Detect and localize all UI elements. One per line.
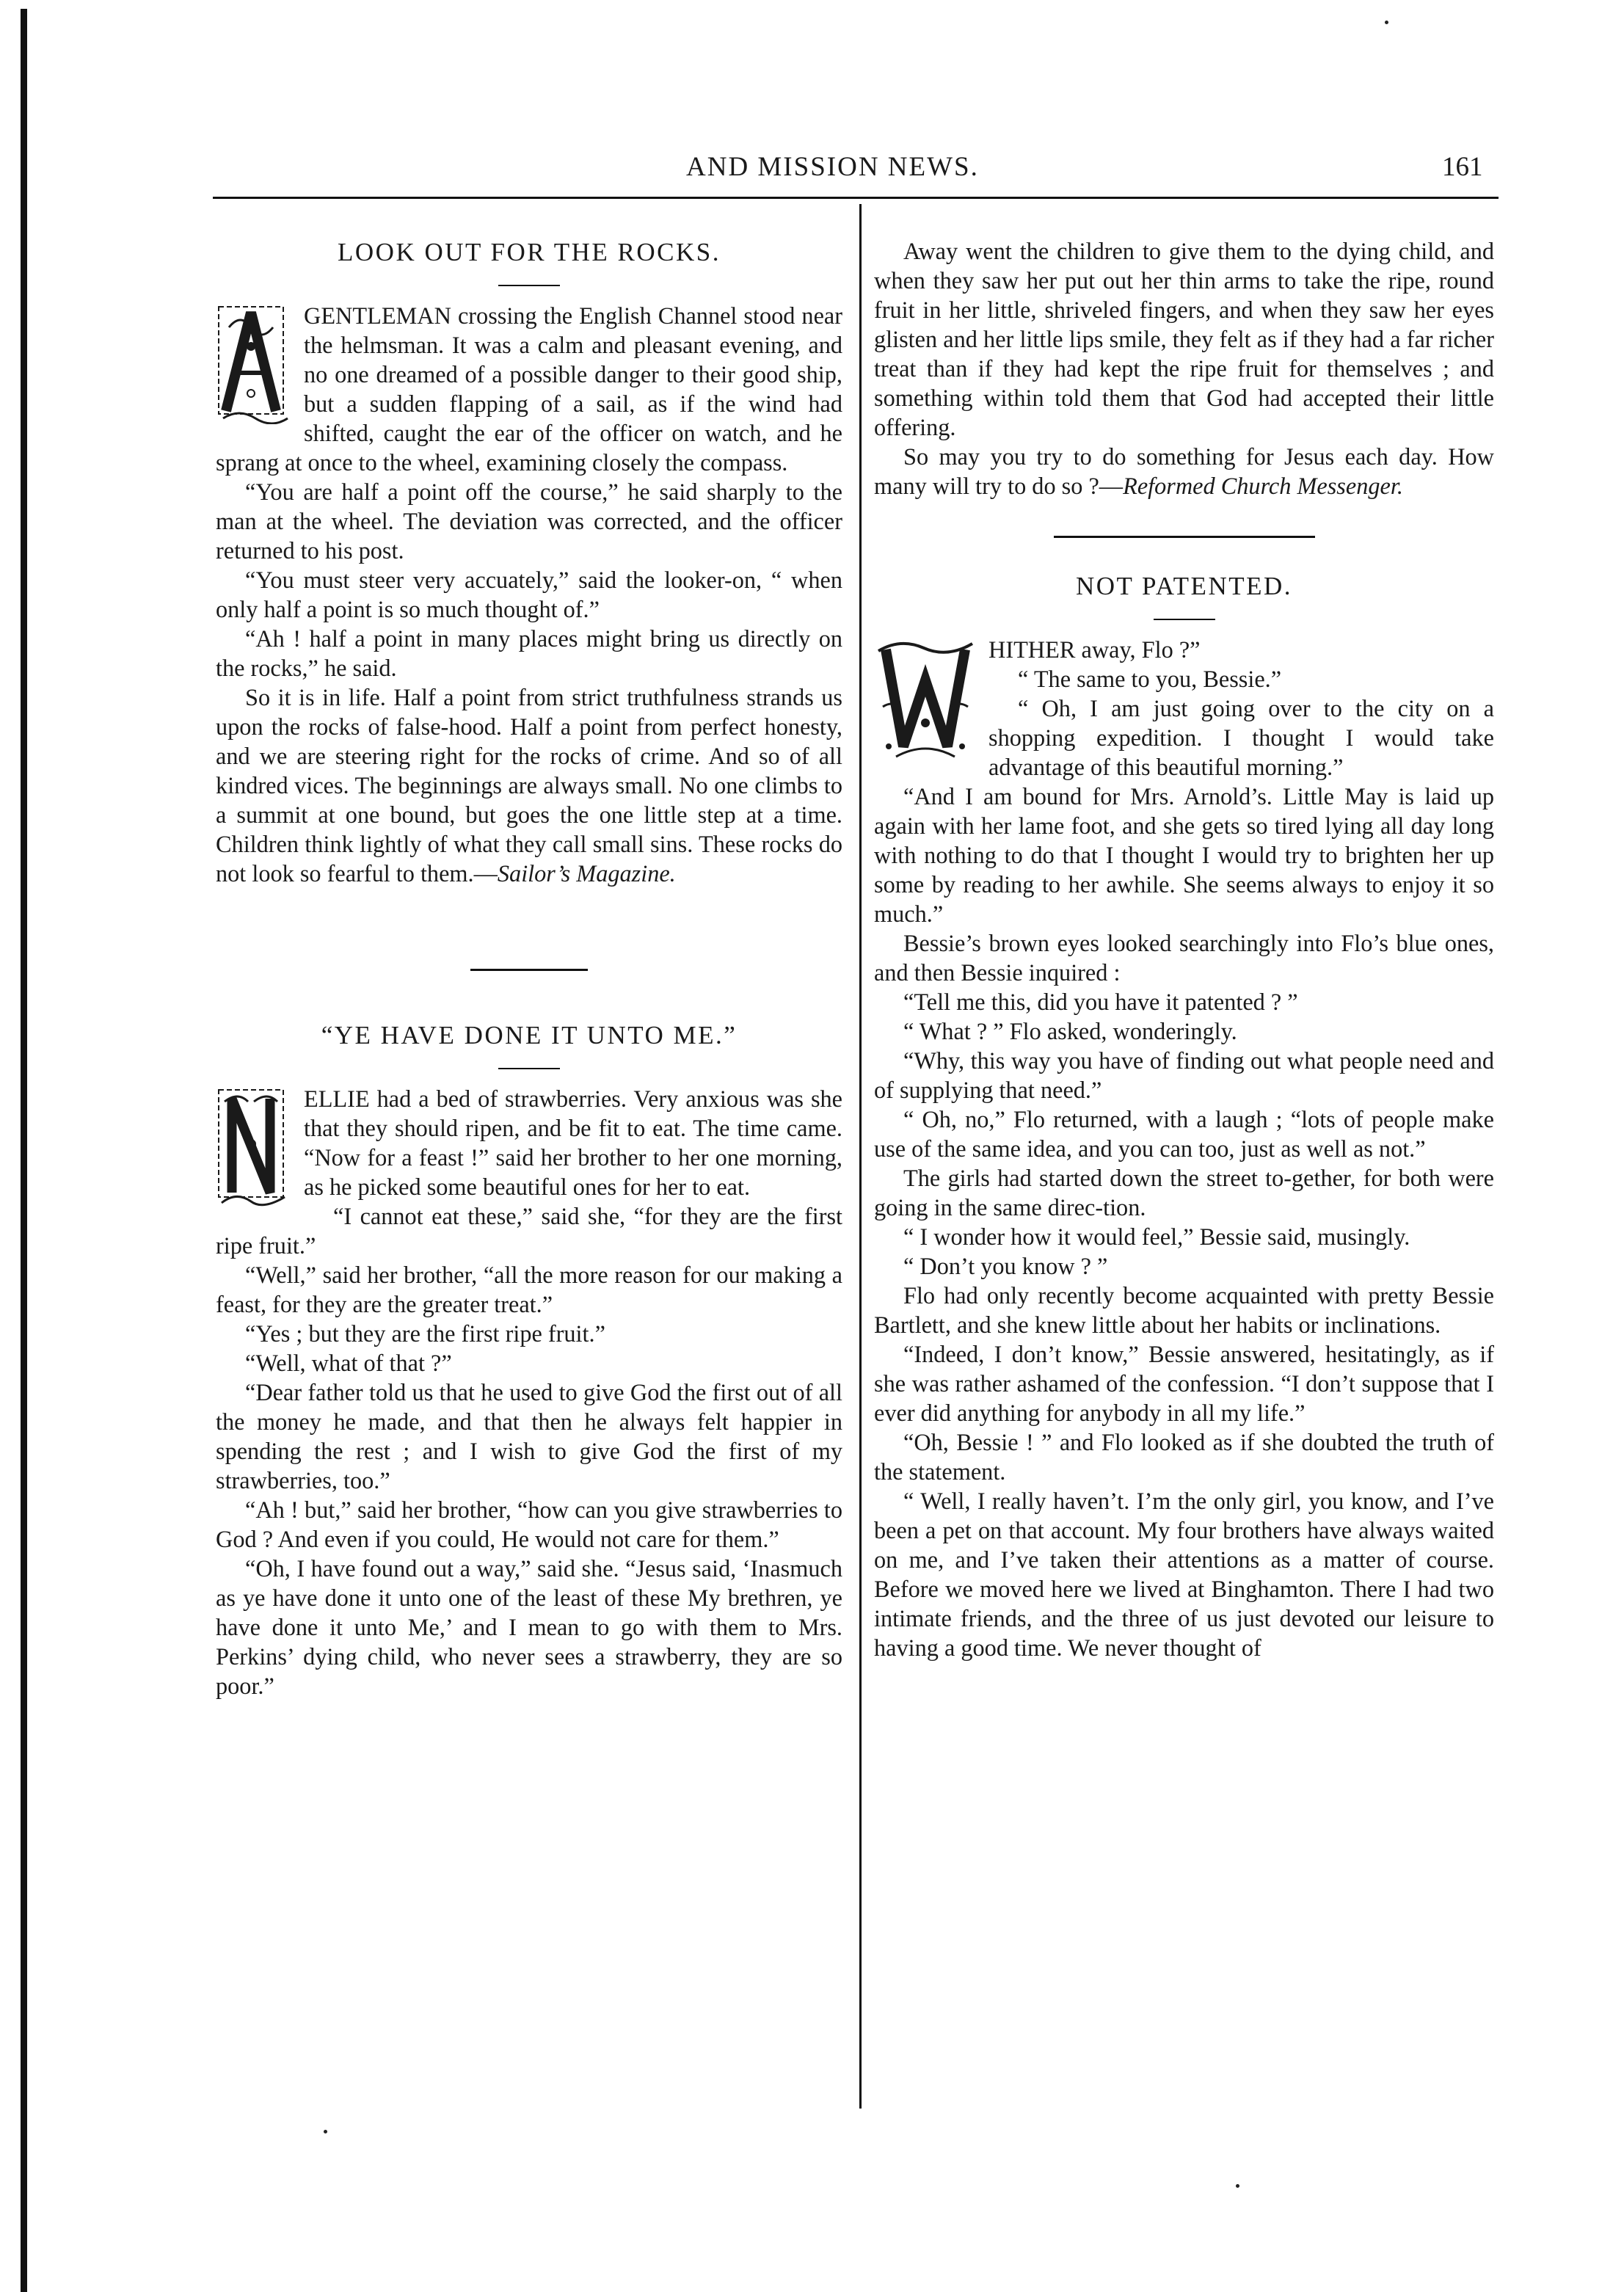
paragraph: ELLIE had a bed of strawberries. Very anxious was she that they should ripen, and be fit to eat. The time came. “Now for a feast !” said her brother to her one morning, as he picked some beautiful ones for her to eat. (304, 1085, 842, 1200)
lead-word: GENTLEMAN (304, 302, 451, 329)
paragraph: Away went the children to give them to the dying child, and when they saw her put out her thin arms to take the ripe, round fruit in her little, shriveled fingers, and when they saw her eyes glisten and her little lips smile, they felt as if they had a far richer treat than if they had kept the ripe fruit for themselves ; and something within told them that God had accepted their little offering. (874, 238, 1494, 440)
ink-speck (1385, 21, 1388, 24)
page-number: 161 (1442, 152, 1483, 182)
paragraph: Flo had only recently become acquainted with pretty Bessie Bartlett, and she knew little about her habits or inclinations. (874, 1282, 1494, 1338)
source-credit: Reformed Church Messenger. (1123, 473, 1403, 499)
title-rule (1154, 619, 1215, 620)
paragraph: “Yes ; but they are the first ripe fruit.” (245, 1320, 605, 1347)
binding-edge (21, 9, 27, 2292)
paragraph: “Oh, I have found out a way,” said she. “Jesus said, ‘Inasmuch as ye have done it unto one of the least of these My brethren, ye have done it unto Me,’ and I mean to go with them to Mrs. Perkins’ dying child, who never sees a strawberry, they are so poor.” (216, 1555, 842, 1699)
article-title: LOOK OUT FOR THE ROCKS. (338, 238, 721, 266)
title-rule (498, 1068, 560, 1069)
paragraph: “Tell me this, did you have it patented ? ” (903, 989, 1298, 1015)
paragraph: “You must steer very accuately,” said the looker-on, “ when only half a point is so much thought of.” (216, 567, 842, 622)
paragraph: So may you try to do something for Jesus each day. How many will try to do so ?—Reformed Church Messenger. (874, 443, 1494, 499)
paragraph: “I cannot eat these,” said she, “for they are the first ripe fruit.” (216, 1203, 842, 1259)
source-credit: Sailor’s Magazine. (497, 860, 676, 887)
ornamental-dropcap-w (874, 636, 977, 761)
paragraph: “Well, what of that ?” (245, 1350, 452, 1376)
lead-word: HITHER (988, 636, 1076, 663)
paragraph: Bessie’s brown eyes looked searchingly into Flo’s blue ones, and then Bessie inquired : (874, 930, 1494, 986)
paragraph: “You are half a point off the course,” he said sharply to the man at the wheel. The deviation was corrected, and the officer returned to his post. (216, 479, 842, 564)
paragraph: “Ah ! half a point in many places might bring us directly on the rocks,” he said. (216, 625, 842, 681)
paragraph: GENTLEMAN crossing the English Channel stood near the helmsman. It was a calm and pleasant evening, and no one dreamed of a possible danger to their good ship, but a sudden flapping of a sail, as if the wind had shifted, caught the ear of the officer on watch, and he sprang at once to the wheel, examining closely the compass. (216, 302, 842, 476)
paragraph: “ Oh, I am just going over to the city on a shopping expedition. I thought I would take advantage of this beautiful morning.” (988, 695, 1494, 780)
ink-speck (1236, 2184, 1239, 2188)
lead-word: ELLIE (304, 1085, 370, 1112)
ornamental-dropcap-a (216, 302, 292, 424)
paragraph: “ I wonder how it would feel,” Bessie said, musingly. (903, 1223, 1410, 1250)
paragraph: “Well,” said her brother, “all the more reason for our making a feast, for they are the greater treat.” (216, 1262, 842, 1317)
column-divider (859, 204, 862, 2109)
paragraph: “ Oh, no,” Flo returned, with a laugh ; “lots of people make use of the same idea, and you can too, just as well as not.” (874, 1106, 1494, 1162)
ornamental-dropcap-n (216, 1085, 292, 1207)
dropcap-a-icon (216, 302, 292, 424)
paragraph: “Oh, Bessie ! ” and Flo looked as if she doubted the truth of the statement. (874, 1429, 1494, 1485)
paragraph: So it is in life. Half a point from strict truthfulness strands us upon the rocks of false-hood. Half a point from perfect honesty, and we are steering right for the rocks of crime. And so of all kindred vices. The beginnings are always small. No one climbs to a summit at one bound, but goes the one little step at a time. Children think lightly of what they call small sins. These rocks do not look so fearful to them.—Sailor’s Magazine. (216, 684, 842, 887)
header-rule (213, 197, 1499, 199)
paragraph: “And I am bound for Mrs. Arnold’s. Little May is laid up again with her lame foot, and she gets so tired lying all day long with nothing to do that I thought I would try to brighten her up some by reading to her awhile. She seems always to enjoy it so much.” (874, 783, 1494, 927)
paragraph: “Why, this way you have of finding out what people need and of supplying that need.” (874, 1047, 1494, 1103)
paragraph: “Dear father told us that he used to give God the first out of all the money he made, and that then he always felt happier in spending the rest ; and I wish to give God the first of my strawberries, too.” (216, 1379, 842, 1494)
dropcap-n-icon (216, 1085, 292, 1207)
article-title: NOT PATENTED. (1075, 572, 1293, 600)
paragraph: HITHER away, Flo ?” (988, 636, 1201, 663)
paragraph: “Indeed, I don’t know,” Bessie answered, hesitatingly, as if she was rather ashamed of the confession. “I don’t suppose that I ever did anything for anybody in all my life.” (874, 1341, 1494, 1426)
left-column (216, 236, 842, 1700)
paragraph: The girls had started down the street to-gether, for both were going in the same direc-tion. (874, 1165, 1494, 1220)
paragraph: “Ah ! but,” said her brother, “how can you give strawberries to God ? And even if you could, He would not care for them.” (216, 1496, 842, 1552)
running-head: AND MISSION NEWS. (686, 152, 979, 182)
ink-speck (324, 2130, 327, 2133)
paragraph: “ The same to you, Bessie.” (1018, 666, 1282, 692)
dropcap-w-icon (874, 636, 977, 761)
paragraph: “ Don’t you know ? ” (903, 1253, 1108, 1279)
title-rule (498, 285, 560, 286)
paragraph: “ Well, I really haven’t. I’m the only girl, you know, and I’ve been a pet on that account. My four brothers have always waited on me, and I’ve taken their attentions as a matter of course. Before we moved here we lived at Binghamton. There I had two intimate friends, and the three of us just devoted our leisure to having a good time. We never thought of (874, 1488, 1494, 1661)
paragraph: “ What ? ” Flo asked, wonderingly. (903, 1018, 1237, 1044)
article-title: “YE HAVE DONE IT UNTO ME.” (321, 1021, 738, 1049)
right-column (874, 236, 1494, 1662)
